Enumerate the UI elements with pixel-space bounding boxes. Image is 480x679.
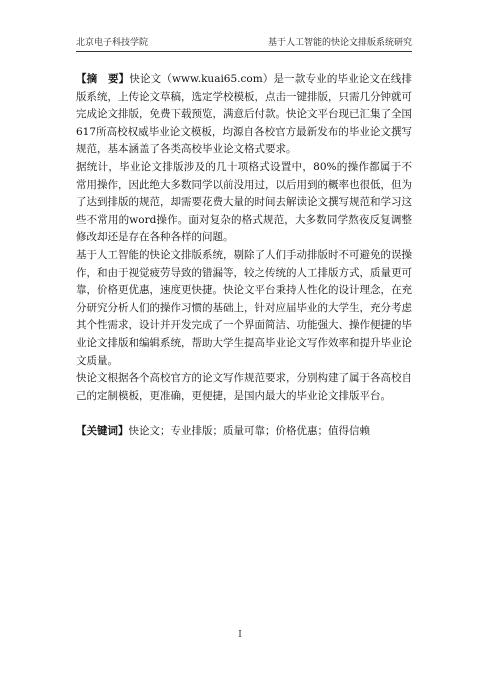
- abstract-paragraph-3: 基于人工智能的快论文排版系统，剔除了人们手动排版时不可避免的误操作，和由于视觉疲劳导致的错漏等，较之传统的人工排版方式，质量更可靠，价格更优惠，速度更快捷。快论文平台秉持人性化的设计理念，在充分研究分析人们的操作习惯的基础上，针对应届毕业的大学生，充分考虑其个性需求，设计并开发完成了一个界面简洁、功能强大、操作便捷的毕业论文排版和编辑系统，帮助大学生提高毕业论文写作效率和提升毕业论文质量。: [76, 248, 412, 367]
- abstract-label: 【摘 要】: [76, 73, 130, 85]
- page-number: I: [238, 630, 242, 640]
- section-gap: [76, 405, 412, 423]
- keywords-text: 快论文；专业排版；质量可靠；价格优惠；值得信赖: [128, 425, 370, 438]
- keywords-label: 【关键词】: [76, 425, 129, 438]
- abstract-paragraph-2: 据统计，毕业论文排版涉及的几十项格式设置中，80%的操作都属于不常用操作，因此绝大多数同学以前没用过，以后用到的概率也很低，但为了达到排版的规范，却需要花费大量的时间去解读论文撰写规范和学习这些不常用的word操作。面对复杂的格式规范，大多数同学熬夜反复调整修改却还是存在各种各样的问题。: [76, 160, 412, 244]
- keywords-line: [76, 423, 412, 441]
- header-thesis-title: 基于人工智能的快论文排版系统研究: [267, 38, 412, 48]
- header-institution: 北京电子科技学院: [76, 38, 149, 48]
- running-header: [76, 36, 412, 50]
- abstract-section: [76, 71, 412, 441]
- header-rule: [76, 51, 412, 52]
- abstract-paragraph-1: [76, 71, 412, 159]
- abstract-paragraph-4: 快论文根据各个高校官方的论文写作规范要求，分别构建了属于各高校自己的定制模板，更准确，更便捷，是国内最大的毕业论文排版平台。: [76, 372, 412, 402]
- abstract-text-1: 快论文（www.kuai65.com）是一款专业的毕业论文在线排版系统，上传论文草稿，选定学校模板，点击一键排版，只需几分钟就可完成论文排版，免费下载预览，满意后付款。快论文平台现已汇集了全国617所高校权威毕业论文模板，均源自各校官方最新发布的毕业论文撰写规范，基本涵盖了各类高校毕业论文格式要求。: [76, 73, 413, 156]
